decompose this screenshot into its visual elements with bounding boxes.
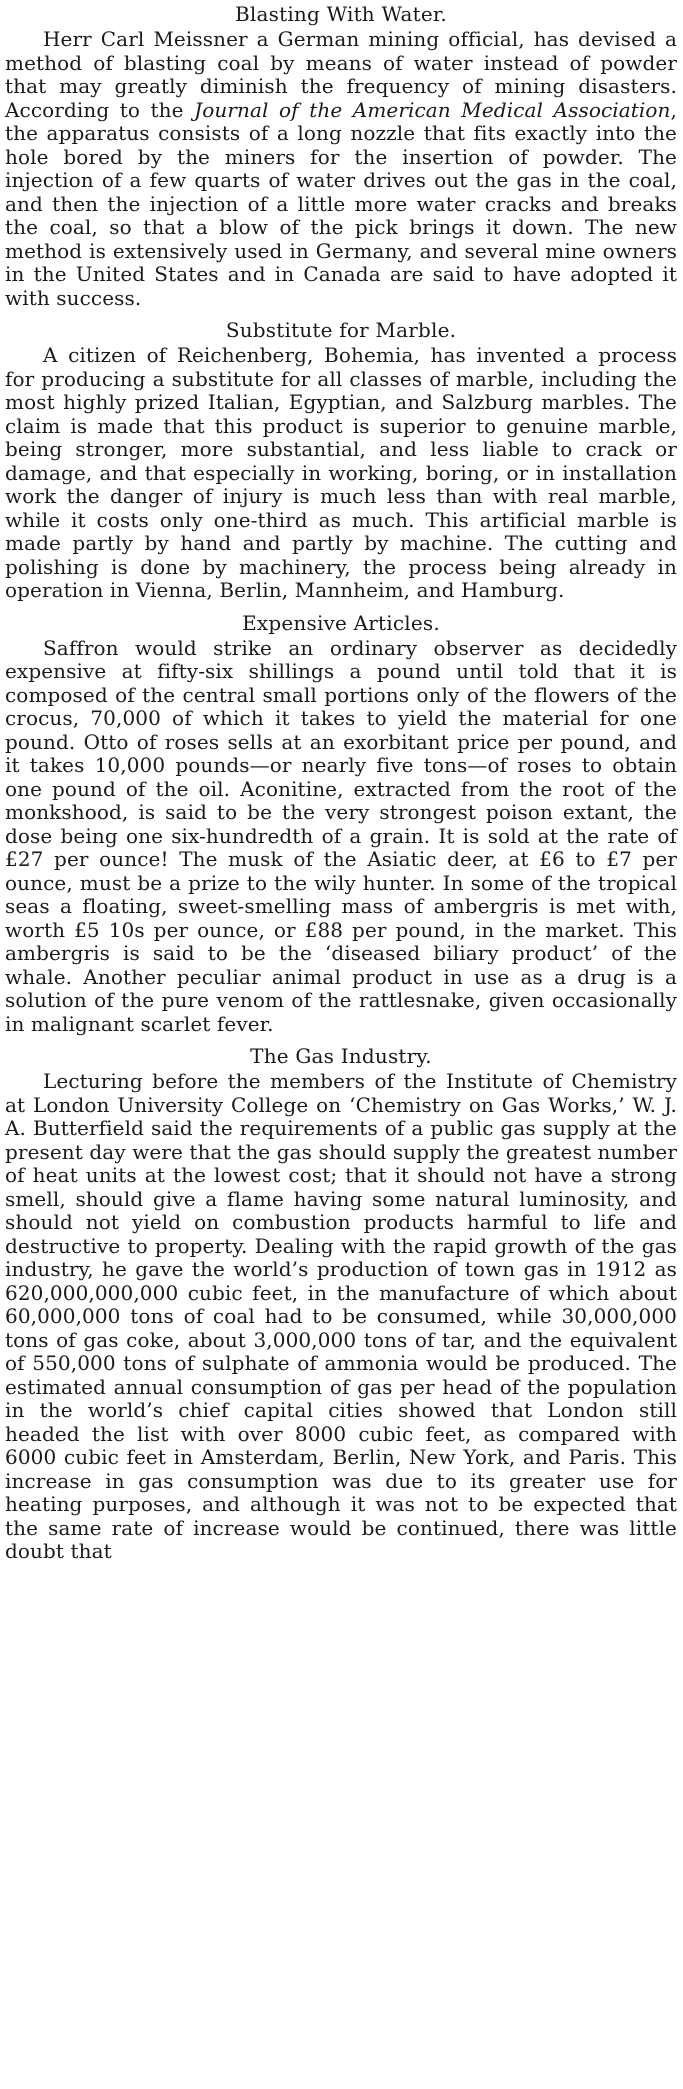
article-gas-industry [5,1042,677,1564]
article-heading: Substitute for Marble. [225,318,457,342]
article-heading: Blasting With Water. [235,2,447,26]
article-heading: The Gas Industry. [250,1044,432,1068]
article-body-text: Herr Carl Meissner a German mining official, has devised a method of blasting coal by means of water instead of powder that may greatly diminish the frequency of mining disasters. According to the [5,27,677,122]
article-body-text: , the apparatus consists of a long nozzle that fits exactly into the hole bored by the miners for the insertion of powder. The injection of a few quarts of water drives out the gas in the coal, and then the injection of a little more water cracks and breaks the coal, so that a blow of the pick brings it down. The new method is extensively used in Germany, and several mine owners in the United States and in Canada are said to have adopted it with success. [5,97,678,310]
article-blasting-with-water [5,0,677,310]
article-body: A citizen of Reichenberg, Bohemia, has invented a process for producing a substitute for all classes of marble, including the most highly prized Italian, Egyptian, and Salzburg marbles. The claim is made that this product is superior to genuine marble, being stronger, more substantial, and less liable to crack or damage, and that especially in working, boring, or in installation work the danger of injury is much less than with real marble, while it costs only one-third as much. This artificial marble is made partly by hand and partly by machine. The cutting and polishing is done by machinery, the process being already in operation in Vienna, Berlin, Mannheim, and Hamburg. [5,343,677,602]
article-body: Saffron would strike an ordinary observer as decidedly expensive at fifty-six shillings a pound until told that it is composed of the central small portions only of the flowers of the crocus, 70,000 of which it takes to yield the material for one pound. Otto of roses sells at an exorbitant price per pound, and it takes 10,000 pounds—or nearly five tons—of roses to obtain one pound of the oil. Aconitine, extracted from the root of the monkshood, is said to be the very strongest poison extant, the dose being one six-hundredth of a grain. It is sold at the rate of £27 per ounce! The musk of the Asiatic deer, at £6 to £7 per ounce, must be a prize to the wily hunter. In some of the tropical seas a floating, sweet-smelling mass of ambergris is met with, worth £5 10s per ounce, or £88 per pound, in the market. This ambergris is said to be the ‘diseased biliary product’ of the whale. Another peculiar animal product in use as a drug is a solution of the pure venom of the rattlesnake, given occasionally in malignant scarlet fever. [5,635,677,1036]
article-body [5,28,677,310]
journal-title: Journal of the American Medical Association [194,97,671,122]
article-heading: Expensive Articles. [242,610,440,635]
article-body: Lecturing before the members of the Institute of Chemistry at London University College on ‘Chemistry on Gas Works,’ W. J. A. Butterfield said the requirements of a public gas supply at the present day were that the gas should supply the greatest number of heat units at the lowest cost; that it should not have a strong smell, should give a flame having some natural luminosity, and should not yield on combustion products harmful to life and destructive to property. Dealing with the rapid growth of the gas industry, he gave the world’s production of town gas in 1912 as 620,000,000,000 cubic feet, in the manufacture of which about 60,000,000 tons of coal had to be consumed, while 30,000,000 tons of gas coke, about 3,000,000 tons of tar, and the equivalent of 550,000 tons of sulphate of ammonia would be produced. The estimated annual consumption of gas per head of the population in the world’s chief capital cities showed that London still headed the list with over 8000 cubic feet, as compared with 6000 cubic feet in Amsterdam, Berlin, New York, and Paris. This increase in gas consumption was due to its greater use for heating purposes, and although it was not to be expected that the same rate of increase would be continued, there was little doubt that [5,1069,677,1563]
article-substitute-for-marble [5,316,677,603]
article-expensive-articles [5,609,677,1037]
